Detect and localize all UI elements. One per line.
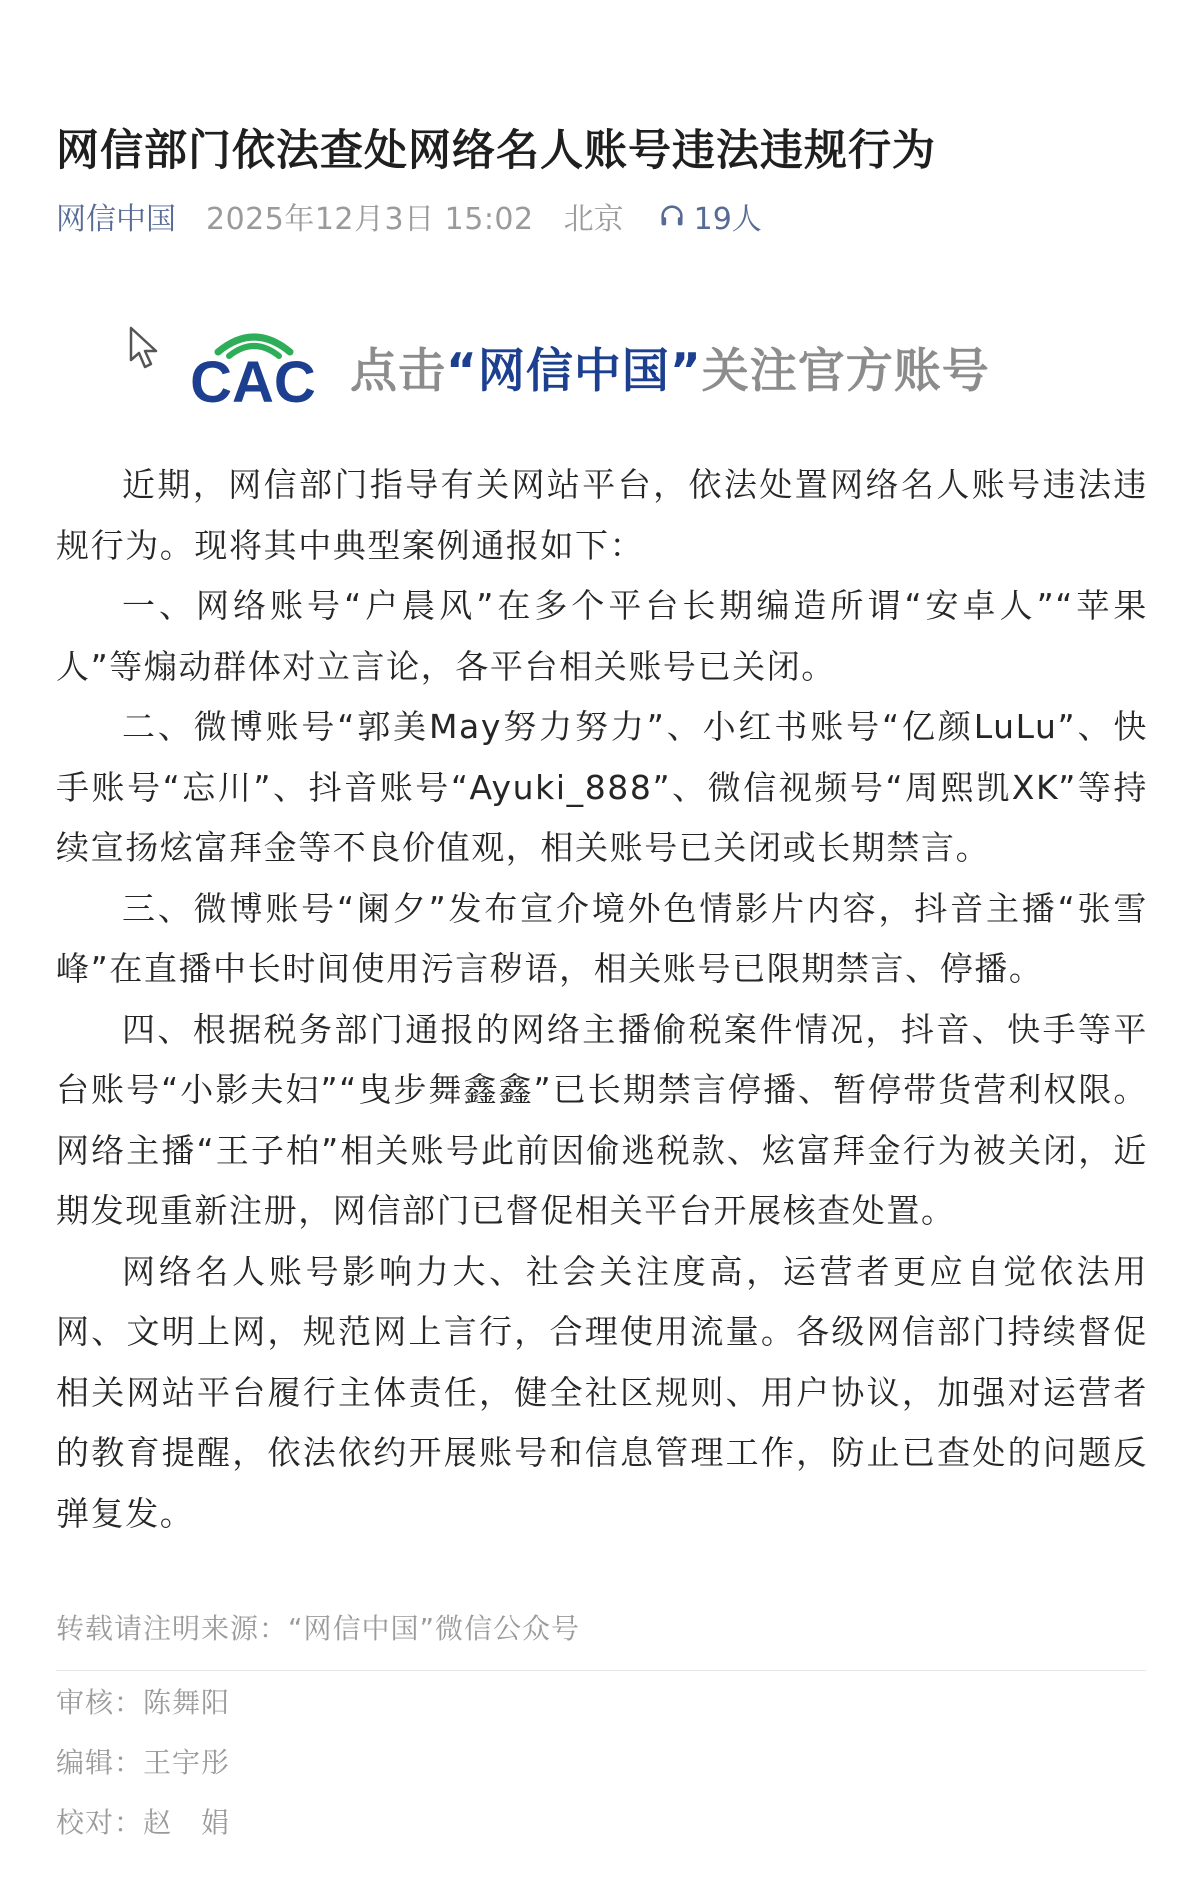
editor-credit: 编辑：王宇彤: [56, 1746, 231, 1779]
listen-count: 19人: [693, 202, 762, 237]
cta-prefix: 点击: [350, 344, 446, 399]
paragraph-case-4: 四、根据税务部门通报的网络主播偷税案件情况，抖音、快手等平台账号“小影夫妇”“曳步舞鑫鑫”已长期禁言停播、暂停带货营利权限。网络主播“王子柏”相关账号此前因偷逃税款、炫富拜金行为被关闭，近期发现重新注册，网信部门已督促相关平台开展核查处置。: [56, 1009, 1148, 1230]
cta-suffix: 关注官方账号: [701, 344, 990, 399]
pointer-cursor-icon: [128, 326, 162, 372]
follow-cta: [350, 334, 990, 401]
cac-logo: [168, 326, 338, 406]
paragraph-case-2: 二、微博账号“郭美May努力努力”、小红书账号“亿颜LuLu”、快手账号“忘川”、抖音账号“Ayuki_888”、微信视频号“周熙凯XK”等持续宣扬炫富拜金等不良价值观，相关账号已关闭或长期禁言。: [56, 707, 1148, 867]
article-body: [56, 455, 1148, 1544]
reviewer-credit: 审核：陈舞阳: [56, 1686, 231, 1719]
logo-text: CAC: [190, 350, 316, 406]
footer-divider: [56, 1670, 1146, 1671]
paragraph-case-1: 一、网络账号“户晨风”在多个平台长期编造所谓“安卓人”“苹果人”等煽动群体对立言论，各平台相关账号已关闭。: [56, 586, 1148, 686]
account-name-link[interactable]: 网信中国: [56, 202, 176, 237]
paragraph-conclusion: 网络名人账号影响力大、社会关注度高，运营者更应自觉依法用网、文明上网，规范网上言行，合理使用流量。各级网信部门持续督促相关网站平台履行主体责任，健全社区规则、用户协议，加强对运营者的教育提醒，依法依约开展账号和信息管理工作，防止已查处的问题反弹复发。: [56, 1251, 1148, 1533]
headphones-icon: [658, 202, 686, 230]
article-footer: [56, 1604, 1148, 1853]
publish-location: 北京: [563, 202, 624, 237]
paragraph-case-3: 三、微博账号“阑夕”发布宣介境外色情影片内容，抖音主播“张雪峰”在直播中长时间使用污言秽语，相关账号已限期禁言、停播。: [56, 888, 1148, 988]
proofreader-credit: 校对：赵 娟: [56, 1806, 231, 1839]
follow-banner[interactable]: [124, 322, 1044, 412]
publish-date: 2025年12月3日 15:02: [206, 202, 534, 237]
article-meta: [56, 192, 762, 240]
article-title: 网信部门依法查处网络名人账号违法违规行为: [56, 125, 936, 176]
credits: [56, 1673, 1148, 1853]
cta-highlight: “网信中国”: [446, 344, 702, 399]
listen-button[interactable]: [658, 194, 762, 238]
source-note: 转载请注明来源：“网信中国”微信公众号: [56, 1612, 581, 1645]
paragraph-intro: 近期，网信部门指导有关网站平台，依法处置网络名人账号违法违规行为。现将其中典型案例通报如下：: [56, 465, 1148, 565]
